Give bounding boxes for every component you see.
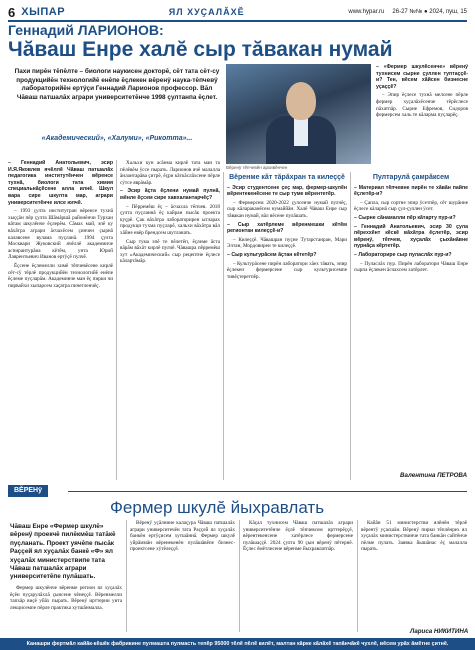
photo-credit: Вĕренÿ тĕпчевĕн архивĕнчен <box>226 165 288 170</box>
paragraph: – Пĕрремĕш ĕç – ăсчахла тĕпчев. 2018 çулта пуçланнă ĕç кайран пысăк проекта куçрĕ. Çак вăхăтра лабораторирен ытларах продукци тухма пуçларĕ, хальхи вăхăтра вăл хăйне евĕр брендсем шутланать. <box>120 203 220 236</box>
paragraph: – Геннадий Анатольевич, эсир 30 çула пĕреххĕнт кĕскĕ вăхăтра ĕçлетĕр, эсир вĕренÿ, тĕпчев, хуçалăх çыхăнăвне пурнăçа кĕртетĕр. <box>354 223 468 250</box>
paragraph: Кайăн 51 министерстви ялĕнĕн тĕрлĕ вĕрентÿ уçасшăн. Вĕренÿ пирки тĕплĕнрех ял хуçалăх министерствинче тата банкăн сайтĕнче пĕлме пулать. Заявка йышăнас ĕç малалла пырать. <box>361 520 467 553</box>
article-kicker: Геннадий ЛАРИОНОВ: <box>8 22 164 38</box>
paper-name: ХЫПАР <box>21 6 66 18</box>
article-lead: Пахи пирĕн тĕпĕлте – биологи наукисен докторĕ, сĕт тата сĕт-су продукцийĕн технологийĕ енĕпе ĕçлекен вĕренÿ наука-тĕпчевÿ лабораторийĕн ертÿçи Геннадий Ларионов профессор. Вăл Чăваш патшалăх аграри университетĕнче 1998 çултанпа ĕçлет. <box>14 68 220 101</box>
paragraph: Вĕренÿ уçăлнине калаçура Чăваш патшалăх аграри университечĕн тата Раççей ял хуçалăх банкĕн ертÿçисем хутшăннă. Фермер шкулĕ уйрăммăн вĕренекенĕн пулăшăвĕпе бизнес-проектсене хÿтĕлеççĕ. <box>130 520 235 553</box>
paragraph: Кăçал тухнисем Чăваш патшалăх аграри университетĕнче ĕçлĕ тĕпчевсем ирттерĕççĕ, вĕрентекенсене хатĕрлесе фермерсене пулăшаççĕ. 2024 çулта 90 çын вĕренÿ пĕтернĕ. Ĕçлес ĕмĕтлисене вĕренме йыхравлатпăр. <box>243 520 353 553</box>
article-column-3 <box>227 172 347 282</box>
article-2-column-3 <box>243 520 353 555</box>
article-column-2 <box>120 160 220 267</box>
paragraph: – Пуласлăх пур. Пирĕн лаборатори Чăваш Енре сырпа ĕçлекен ăсчахсем хатĕрлет. <box>354 260 468 274</box>
paragraph: Фермер шкулĕнче вĕренме регион ял хуçалăх ĕçĕн пуçарулăхлă çынсене чĕнеççĕ. Вĕренмелли тапхăр виçĕ уйăх пырать. Вĕренÿ ирттерни унта лекцисемпе пĕрле практика хутшăнмалла. <box>10 585 122 611</box>
paragraph: – Материал тĕпчевне пирĕн те хăвăн пайпе ĕçлетĕр-и? <box>354 184 468 198</box>
page-header <box>8 4 467 22</box>
subheading: Вĕренме кăт тăрăхран та килеççĕ <box>229 174 345 181</box>
byline: Валентина ПЕТРОВА <box>400 472 468 479</box>
section-title: ЯЛ ХУҪАЛӐХӖ <box>168 7 245 17</box>
section-divider <box>8 485 467 497</box>
page-footer: Канашри фертмăл кайăк-кĕшĕк фабрикине пулмашта пулмасть тепĕр 95000 тĕлĕ пĕлĕ килĕт, малтан кăрке кăлăхĕ тапăнчăкĕ чухлĕ, вĕсем урăх ăмĕтне çитнĕ. <box>0 638 475 650</box>
article-headline: Чăваш Енре халĕ сыр тăвакан нумай <box>8 38 393 61</box>
paragraph: Сыр тума эпĕ те пĕлетĕп, ĕçлеме ăста вăрăм вăхăт кирлĕ пулчĕ. Чăвашра пĕрремĕш хут «Академический» сыр рецептне ĕçлесе кăлартăмăр. <box>120 238 220 265</box>
paragraph: – «Фермер шкулĕсенче» вĕренÿ тухнисем сырне çуллен туптаççĕ-и? Тен, вĕсем хăйсен бизнесне уçаççĕ? <box>376 64 468 90</box>
section-tag: ВĔРЕНÿ <box>8 485 48 497</box>
article-2-column-4 <box>361 520 467 555</box>
article-column-side <box>376 64 468 121</box>
paragraph: – Килеççĕ. Чăвашран пуçне Тутарстанран, Мари Элтан, Мордовирен те килеççĕ. <box>227 236 347 250</box>
subheading: Пултарулă çамрăксем <box>372 174 450 181</box>
portrait-head <box>286 82 316 120</box>
paragraph: – Сырне сăнамалли пĕр кăтарту пур-и? <box>354 214 456 221</box>
paragraph: – Геннадий Анатольевич, эсир И.Я.Яковлев ячĕллĕ Чăваш патшалăх педагогика институтĕнчен вĕренсе тухнă, биологи тата химия специальнăçĕсене алла илнĕ. Шкул вара сире шкулта мар, аграри университетĕнче илсе юлчĕ. <box>8 160 113 206</box>
site-url[interactable]: www.hypar.ru <box>348 9 385 15</box>
paragraph: Хальхи кун асăнма кирлĕ тата ман та пĕлĕвĕм ÿссе пырать. Ларионов ячĕ малалла ăнлантарăва çитрĕ, ĕçри кăткăслăхсене пĕрле сÿтсе яврăмăр. <box>120 160 220 186</box>
paragraph: – Эсир ăçта ĕçлени нумай пулнă, мĕнле ĕçсем сире хавхалантарчĕç? <box>120 188 220 201</box>
portrait-shirt <box>294 116 308 146</box>
paragraph: – Сыр хатĕрлеме вĕренмешки кĕтĕм регионтан килеççĕ-и? <box>227 221 347 235</box>
paragraph: Ĕçсене ĕçлемелли химĕ тĕпчевĕсене кирлĕ сĕт-сÿ тĕрлĕ продукцийĕн технологийĕ енĕпе ĕçлеме пуçларăм. Академинче ман ĕç пирки чи пирвайхи хыпарсем хаçатра пичетленчĕç. <box>8 262 113 289</box>
article-2-column-1 <box>10 585 122 613</box>
paragraph: – Эпир ĕçлесе тухнă мелсене пĕрле фермер хуçалăхĕсенче тĕрĕслесе пăхатпăр. Сырне Ефремов, Сидоров фермерсем халь те кăларма пуçларĕç. <box>376 92 468 119</box>
article-column-1 <box>8 160 113 291</box>
article-quote: «Академический», «Халуми», «Рикотта»... <box>41 135 193 142</box>
article-column-4 <box>354 172 468 276</box>
page-number: 6 <box>8 4 16 20</box>
paragraph: – Фермерсем 2020-2022 çулсенче нумай пулчĕç, сыр кăлараканĕсем нумаййăн. Халĕ Чăваш Енре сыр тăвакан нумай, вăл вĕсене пулăшать. <box>227 199 347 219</box>
byline: Лариса НИКИТИНА <box>410 628 469 635</box>
paragraph: – Культурăсене пирĕн лаборатори хăех тăвать, эпир ĕçлекен фермерсене сыр культурисемпе тивĕçтеретпĕр. <box>227 260 347 280</box>
issue-info: 26-27 №№ ● 2024, пуш, 15 <box>392 9 467 15</box>
paragraph: – Эсир студентсене çеç мар, фермер-шкулĕн вĕрентекенĕсене те сыр туме вĕрентетĕр. <box>227 184 347 198</box>
portrait-photo <box>226 64 371 164</box>
article-2-headline: Фермер шкулĕ йыхравлать <box>110 498 325 517</box>
article-2-lead: Чăваш Енре «Фермер шкулĕ» вĕренÿ проекчĕ пилĕкмĕш татăкĕ пуçланать. Проект уячĕпе пысăк Раççей ял хуçалăх банкĕ «Ф» ял хуçалăх министерствипе тата Чăваш патшалăх аграри университетĕпе пулăшать. <box>10 523 116 581</box>
paragraph: – Сыр культурăсем ăçтан кĕтетĕр? <box>227 251 317 258</box>
paragraph: – Лабораторире сыр пуласлăх пур-и? <box>354 251 452 258</box>
article-2-column-2 <box>130 520 235 555</box>
paragraph: – 1993 çулта институтран вĕренсе тухнă хыççăн пĕр çулта Шăмăршă районĕнчи Турхан вăтам шкулĕнче ĕçлерĕм. Сăмах май, эпĕ ку вăхăтра аграри ăсчахĕсем çинчен çырнă калавсене вулама пуçланă. 1994 çулта Москвари Жуковский ячĕллĕ академинче аспирантурăна кĕтĕм, унта Юрий Лаврентьевич Иванов ертÿçĕ пулчĕ. <box>8 208 113 261</box>
paragraph: – Çапла, сыр сортне эпир ÿсетпĕр, сĕт шурăнне ĕçлесе кăларнă сыр çул-çуллен ÿсет. <box>354 199 468 213</box>
